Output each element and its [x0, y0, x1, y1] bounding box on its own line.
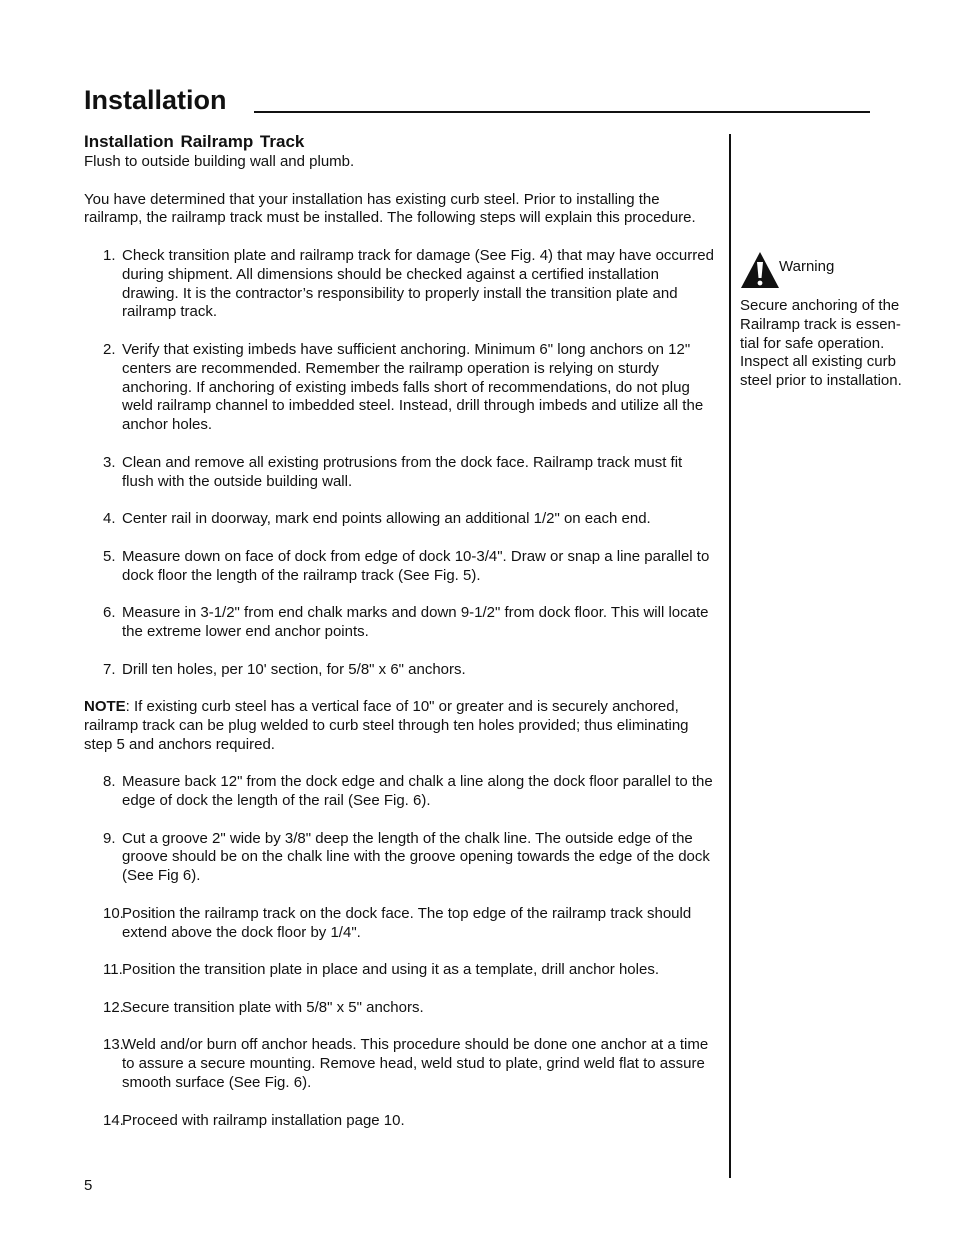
step-number: 13.	[103, 1036, 124, 1054]
subtitle: Flush to outside building wall and plumb.	[84, 153, 355, 170]
warning-label: Warning	[779, 258, 835, 275]
list-item	[84, 830, 716, 886]
step-text: Measure back 12" from the dock edge and chalk a line along the dock floor parallel to the edge of dock the length of the rail (See Fig. 6).	[122, 773, 713, 810]
list-item	[84, 661, 716, 680]
step-text: Check transition plate and railramp track for damage (See Fig. 4) that may have occurred during shipment. All dimensions should be checked against a certified installation drawing. It is the contractor’s responsibility to properly install the transition plate and railramp track.	[122, 246, 714, 321]
list-item	[84, 905, 716, 943]
step-number: 10.	[103, 904, 124, 922]
note-paragraph	[84, 698, 716, 754]
section-heading: Installation Railramp Track	[84, 132, 305, 151]
step-text: Secure transition plate with 5/8" x 5" anchors.	[122, 998, 424, 1016]
step-number: 5.	[103, 547, 116, 565]
step-text: Clean and remove all existing protrusions from the dock face. Railramp track must fit flush with the outside building wall.	[122, 453, 683, 490]
title-rule	[254, 111, 870, 113]
step-number: 4.	[103, 510, 116, 528]
list-item	[84, 999, 716, 1018]
step-number: 2.	[103, 340, 116, 358]
list-item	[84, 773, 716, 811]
warning-header	[740, 250, 910, 292]
step-number: 14.	[103, 1111, 124, 1129]
list-item	[84, 510, 716, 529]
steps-list-part2	[84, 773, 716, 1130]
step-text: Center rail in doorway, mark end points allowing an additional 1/2" on each end.	[122, 510, 651, 528]
step-number: 6.	[103, 604, 116, 622]
page-number: 5	[84, 1177, 93, 1194]
warning-triangle-icon	[740, 250, 780, 290]
step-text: Weld and/or burn off anchor heads. This procedure should be done one anchor at a time to assure a secure mounting. Remove head, weld stud to plate, grind weld flat to assure smooth surface (See Fig. 6).	[122, 1036, 709, 1092]
list-item	[84, 548, 716, 586]
list-item	[84, 604, 716, 642]
note-text: : If existing curb steel has a vertical face of 10" or greater and is securely anchored, railramp track can be plug welded to curb steel through ten holes provided; thus eliminating step 5 and anchors required.	[84, 698, 689, 753]
step-number: 1.	[103, 246, 116, 264]
step-number: 8.	[103, 773, 116, 791]
list-item	[84, 341, 716, 435]
note-label: NOTE	[84, 698, 126, 716]
list-item	[84, 1112, 716, 1131]
steps-list-part1	[84, 247, 716, 679]
step-text: Position the railramp track on the dock face. The top edge of the railramp track should extend above the dock floor by 1/4".	[122, 904, 692, 941]
warning-sidebar	[740, 250, 910, 391]
list-item	[84, 961, 716, 980]
list-item	[84, 1036, 716, 1092]
step-number: 9.	[103, 829, 116, 847]
column-divider	[729, 134, 731, 1178]
step-text: Verify that existing imbeds have sufficient anchoring. Minimum 6" long anchors on 12" centers are recommended. Remember the railramp operation is relying on sturdy anchoring. If anchoring of existing imbeds falls short of recommendations, do not plug weld railramp channel to imbedded steel. Instead, drill through imbeds and utilize all the anchor holes.	[122, 340, 704, 434]
step-text: Position the transition plate in place and using it as a template, drill anchor holes.	[122, 961, 659, 979]
warning-text: Secure anchoring of the Railramp track is essen-tial for safe operation. Inspect all existing curb steel prior to installation.	[740, 297, 902, 390]
step-text: Drill ten holes, per 10' section, for 5/8" x 6" anchors.	[122, 660, 466, 678]
main-content	[84, 131, 716, 1149]
intro-paragraph: You have determined that your installation has existing curb steel. Prior to installing the railramp, the railramp track must be installed. The following steps will explain this procedure.	[84, 190, 696, 227]
list-item	[84, 247, 716, 322]
step-text: Cut a groove 2" wide by 3/8" deep the length of the chalk line. The outside edge of the groove should be on the chalk line with the groove opening towards the edge of the dock (See Fig 6).	[122, 829, 710, 885]
step-text: Measure in 3-1/2" from end chalk marks and down 9-1/2" from dock floor. This will locate the extreme lower end anchor points.	[122, 604, 709, 640]
step-number: 3.	[103, 453, 116, 471]
step-text: Proceed with railramp installation page 10.	[122, 1111, 405, 1129]
step-number: 7.	[103, 660, 116, 678]
page-title: Installation	[84, 85, 227, 115]
list-item	[84, 454, 716, 492]
step-number: 11.	[103, 961, 123, 979]
step-text: Measure down on face of dock from edge of dock 10-3/4". Draw or snap a line parallel to dock floor the length of the railramp track (See Fig. 5).	[122, 547, 710, 584]
step-number: 12.	[103, 998, 124, 1016]
